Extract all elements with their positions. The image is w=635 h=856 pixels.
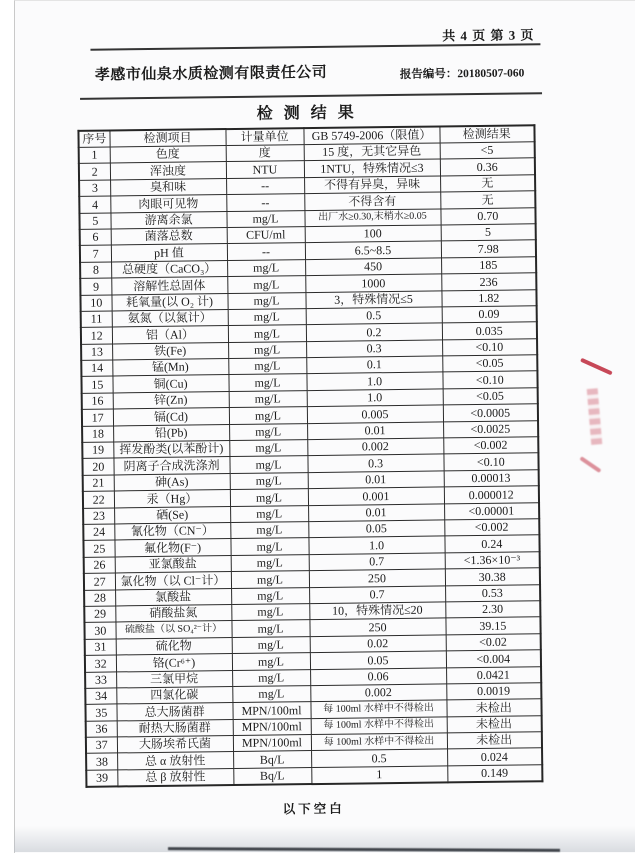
- table-cell: 游离余氯: [110, 211, 226, 229]
- table-cell: 23: [83, 508, 114, 525]
- table-cell: 1.0: [308, 536, 444, 554]
- table-cell: 氯化物（以 Cl⁻计）: [115, 572, 231, 590]
- table-cell: mg/L: [230, 489, 308, 506]
- table-cell: 21: [83, 475, 114, 492]
- table-cell: 硫化物: [116, 637, 232, 655]
- table-cell: 铬(Cr⁶⁺): [116, 654, 232, 672]
- table-cell: 16: [82, 393, 113, 410]
- table-cell: CFU/ml: [227, 227, 305, 244]
- table-cell: 0.000012: [444, 486, 539, 504]
- table-cell: mg/L: [230, 472, 308, 489]
- table-cell: 0.7: [309, 585, 445, 603]
- table-cell: 3: [79, 180, 110, 197]
- table-cell: 0.024: [447, 748, 542, 766]
- table-cell: 硒(Se): [114, 506, 230, 524]
- table-cell: 0.00013: [444, 470, 539, 488]
- table-cell: 0.01: [308, 504, 444, 522]
- table-cell: 10，特殊情况≤20: [309, 602, 445, 620]
- table-cell: 236: [441, 273, 536, 291]
- table-cell: 15 度，无其它异色: [304, 143, 440, 161]
- column-header-unit: 计量单位: [225, 128, 303, 145]
- table-cell: NTU: [226, 161, 304, 178]
- table-cell: --: [226, 177, 304, 194]
- table-cell: 0.7: [309, 553, 445, 571]
- table-cell: mg/L: [227, 259, 305, 276]
- table-cell: mg/L: [232, 653, 310, 670]
- header-rule-top: [90, 43, 540, 50]
- table-cell: mg/L: [227, 276, 305, 293]
- table-cell: mg/L: [230, 538, 308, 555]
- table-cell: 1: [311, 766, 447, 785]
- table-cell: 0.36: [440, 158, 535, 176]
- table-cell: 总硬度（CaCO₃）: [111, 260, 227, 278]
- table-cell: pH 值: [111, 244, 227, 262]
- table-cell: mg/L: [232, 636, 310, 653]
- table-cell: <0.05: [442, 355, 537, 373]
- table-cell: 450: [305, 258, 441, 276]
- table-cell: 铁(Fe): [112, 342, 228, 360]
- table-cell: Bq/L: [233, 767, 311, 785]
- report-number-label: 报告编号：: [399, 68, 458, 81]
- table-cell: 挥发酚类(以苯酚计): [113, 441, 229, 459]
- table-cell: 0.0421: [446, 666, 541, 684]
- table-cell: mg/L: [232, 669, 310, 686]
- table-cell: 0.1: [306, 356, 442, 374]
- table-cell: mg/L: [230, 522, 308, 539]
- table-cell: 0.02: [310, 635, 446, 653]
- table-cell: 未检出: [447, 715, 542, 733]
- table-cell: 每 100ml 水样中不得检出: [310, 700, 446, 718]
- table-cell: <0.002: [443, 437, 538, 455]
- table-cell: 硝酸盐氮: [115, 604, 231, 622]
- table-cell: 大肠埃希氏菌: [117, 736, 233, 754]
- table-cell: mg/L: [231, 587, 309, 604]
- table-cell: 无: [440, 191, 535, 209]
- table-cell: 37: [86, 737, 117, 754]
- table-cell: <0.00001: [444, 502, 539, 520]
- table-cell: 每 100ml 水样中不得检出: [311, 717, 447, 735]
- table-cell: <5: [440, 142, 535, 160]
- table-cell: 14: [81, 360, 112, 377]
- table-cell: mg/L: [229, 456, 307, 473]
- table-cell: <0.004: [446, 650, 541, 668]
- table-cell: 2: [79, 163, 110, 180]
- table-cell: mg/L: [231, 604, 309, 621]
- table-cell: 11: [81, 311, 112, 328]
- column-header-index: 序号: [78, 130, 109, 147]
- table-cell: 4: [79, 196, 110, 213]
- table-cell: 硫酸盐（以 SO₄²⁻计）: [115, 621, 231, 639]
- table-cell: 100: [305, 225, 441, 243]
- table-cell: 250: [309, 569, 445, 587]
- table-cell: 13: [81, 344, 112, 361]
- table-cell: 0.001: [308, 487, 444, 505]
- table-cell: <0.0005: [443, 404, 538, 422]
- table-cell: 0.06: [310, 667, 446, 685]
- table-cell: 0.01: [308, 471, 444, 489]
- table-cell: mg/L: [227, 292, 305, 309]
- table-cell: 250: [309, 618, 445, 636]
- table-cell: 0.05: [308, 520, 444, 538]
- red-seal-stroke-icon: [580, 358, 613, 376]
- table-cell: 氟化物(F⁻): [114, 539, 230, 557]
- table-cell: 24: [83, 524, 114, 541]
- table-cell: MPN/100ml: [233, 718, 311, 735]
- report-number-value: 20180507-060: [457, 67, 525, 81]
- table-cell: 19: [82, 442, 113, 459]
- table-cell: mg/L: [226, 210, 304, 227]
- table-cell: 度: [226, 145, 304, 162]
- table-cell: 铅(Pb): [113, 424, 229, 442]
- table-cell: 5: [441, 224, 536, 242]
- table-cell: 0.5: [306, 307, 442, 325]
- table-cell: 31: [85, 639, 116, 656]
- table-cell: 7.98: [441, 240, 536, 258]
- table-cell: 1000: [305, 274, 441, 292]
- table-cell: 0.005: [307, 405, 443, 423]
- company-name: 孝感市仙泉水质检测有限责任公司: [94, 63, 328, 84]
- table-cell: <0.0025: [443, 420, 538, 438]
- table-cell: 亚氯酸盐: [115, 555, 231, 573]
- table-cell: 0.3: [307, 454, 443, 472]
- table-cell: 色度: [110, 146, 226, 164]
- table-cell: 不得有异臭，异味: [304, 176, 440, 194]
- table-cell: 镉(Cd): [113, 408, 229, 426]
- table-cell: 0.70: [440, 207, 535, 225]
- results-table: [77, 124, 543, 788]
- table-cell: 三氯甲烷: [116, 670, 232, 688]
- table-cell: 39.15: [445, 617, 540, 635]
- table-cell: 氯酸盐: [115, 588, 231, 606]
- table-cell: 0.53: [445, 584, 540, 602]
- table-cell: 未检出: [447, 732, 542, 750]
- table-cell: 22: [83, 491, 114, 508]
- table-cell: 26: [84, 557, 115, 574]
- table-cell: 0.09: [442, 306, 537, 324]
- table-cell: 2.30: [445, 601, 540, 619]
- table-cell: 无: [440, 175, 535, 193]
- table-cell: 总 β 放射性: [117, 768, 233, 786]
- table-cell: mg/L: [231, 620, 309, 637]
- blank-below-note: 以下空白: [282, 801, 345, 817]
- table-cell: 25: [83, 540, 114, 557]
- table-cell: 17: [82, 409, 113, 426]
- table-cell: mg/L: [229, 423, 307, 440]
- table-cell: 34: [85, 688, 116, 705]
- table-cell: MPN/100ml: [232, 702, 310, 719]
- page-indicator: 共 4 页 第 3 页: [442, 27, 535, 44]
- table-cell: 肉眼可见物: [110, 195, 226, 213]
- table-cell: 0.24: [444, 535, 539, 553]
- table-cell: mg/L: [228, 341, 306, 358]
- table-cell: 0.035: [442, 322, 537, 340]
- table-cell: 6.5~8.5: [305, 241, 441, 259]
- table-cell: MPN/100ml: [233, 735, 311, 752]
- results-table-body: [79, 142, 543, 787]
- table-cell: 锰(Mn): [112, 359, 228, 377]
- table-cell: 35: [85, 704, 116, 721]
- table-cell: <1.36×10⁻³: [445, 552, 540, 570]
- table-cell: 28: [84, 590, 115, 607]
- table-cell: 溶解性总固体: [111, 277, 227, 295]
- table-cell: 1NTU，特殊情况≤3: [304, 159, 440, 177]
- table-cell: <0.002: [444, 519, 539, 537]
- table-cell: 7: [80, 245, 111, 262]
- table-cell: 1.82: [441, 289, 536, 307]
- table-cell: mg/L: [230, 505, 308, 522]
- table-cell: mg/L: [229, 407, 307, 424]
- table-cell: 0.149: [447, 765, 542, 783]
- table-cell: mg/L: [229, 390, 307, 407]
- table-cell: mg/L: [228, 309, 306, 326]
- table-cell: 15: [81, 376, 112, 393]
- table-cell: 39: [86, 770, 117, 787]
- table-cell: 0.5: [311, 749, 447, 767]
- table-cell: mg/L: [228, 358, 306, 375]
- table-cell: 不得含有: [304, 192, 440, 210]
- table-cell: <0.02: [446, 633, 541, 651]
- table-cell: 0.3: [306, 340, 442, 358]
- table-cell: 出厂水≥0.30,末梢水≥0.05: [304, 209, 440, 227]
- table-cell: 0.002: [307, 438, 443, 456]
- table-cell: 汞（Hg）: [114, 490, 230, 508]
- table-cell: 10: [80, 294, 111, 311]
- table-cell: 0.01: [307, 422, 443, 440]
- column-header-result: 检测结果: [439, 125, 534, 143]
- red-seal-text-fragment-icon: [587, 388, 603, 445]
- table-cell: 耗氧量(以 O₂ 计): [111, 293, 227, 311]
- table-cell: 0.002: [310, 684, 446, 702]
- table-cell: mg/L: [231, 554, 309, 571]
- document-title: 检测结果: [256, 104, 365, 123]
- table-cell: 氰化物（CN⁻）: [114, 523, 230, 541]
- table-cell: 浑浊度: [110, 162, 226, 180]
- table-cell: 6: [80, 229, 111, 246]
- table-cell: 臭和味: [110, 178, 226, 196]
- table-cell: 27: [84, 573, 115, 590]
- table-cell: 12: [81, 327, 112, 344]
- table-cell: 菌落总数: [111, 228, 227, 246]
- table-cell: mg/L: [229, 440, 307, 457]
- table-cell: 0.05: [310, 651, 446, 669]
- table-cell: 1.0: [307, 389, 443, 407]
- table-cell: 氨氮（以氮计）: [112, 309, 228, 327]
- table-cell: 30.38: [445, 568, 540, 586]
- table-cell: 30: [84, 622, 115, 639]
- table-cell: 铝（Al）: [112, 326, 228, 344]
- table-cell: mg/L: [228, 325, 306, 342]
- table-cell: --: [227, 243, 305, 260]
- table-cell: 8: [80, 262, 111, 279]
- table-cell: 总大肠菌群: [116, 703, 232, 721]
- table-cell: 砷(As): [114, 473, 230, 491]
- table-cell: mg/L: [231, 571, 309, 588]
- table-cell: 36: [86, 721, 117, 738]
- table-cell: 每 100ml 水样中不得检出: [311, 733, 447, 751]
- table-cell: --: [226, 194, 304, 211]
- table-cell: 185: [441, 257, 536, 275]
- table-cell: 阴离子合成洗涤剂: [113, 457, 229, 475]
- table-cell: 0.0019: [446, 683, 541, 701]
- table-cell: 锌(Zn): [113, 391, 229, 409]
- table-cell: 0.2: [306, 323, 442, 341]
- table-cell: 29: [84, 606, 115, 623]
- table-cell: 1: [79, 147, 110, 164]
- table-cell: Bq/L: [233, 751, 311, 768]
- table-cell: 38: [86, 753, 117, 770]
- table-cell: 3，特殊情况≤5: [305, 290, 441, 308]
- table-cell: 四氯化碳: [116, 686, 232, 704]
- red-seal-stroke-icon: [580, 456, 602, 472]
- table-cell: 9: [80, 278, 111, 295]
- table-cell: 32: [85, 655, 116, 672]
- table-cell: mg/L: [232, 685, 310, 702]
- table-cell: <0.10: [442, 371, 537, 389]
- table-cell: <0.05: [443, 388, 538, 406]
- table-cell: <0.10: [443, 453, 538, 471]
- table-cell: <0.10: [442, 338, 537, 356]
- table-cell: 铜(Cu): [112, 375, 228, 393]
- table-cell: 总 α 放射性: [117, 752, 233, 770]
- table-cell: 5: [79, 213, 110, 230]
- report-number: [400, 64, 525, 82]
- table-cell: 33: [85, 671, 116, 688]
- table-cell: 未检出: [446, 699, 541, 717]
- column-header-limit: GB 5749-2006（限值）: [303, 126, 439, 144]
- table-cell: 20: [82, 458, 113, 475]
- table-cell: 18: [82, 426, 113, 443]
- table-cell: mg/L: [228, 374, 306, 391]
- column-header-item: 检测项目: [109, 129, 225, 147]
- table-cell: 耐热大肠菌群: [117, 719, 233, 737]
- table-cell: 1.0: [306, 372, 442, 390]
